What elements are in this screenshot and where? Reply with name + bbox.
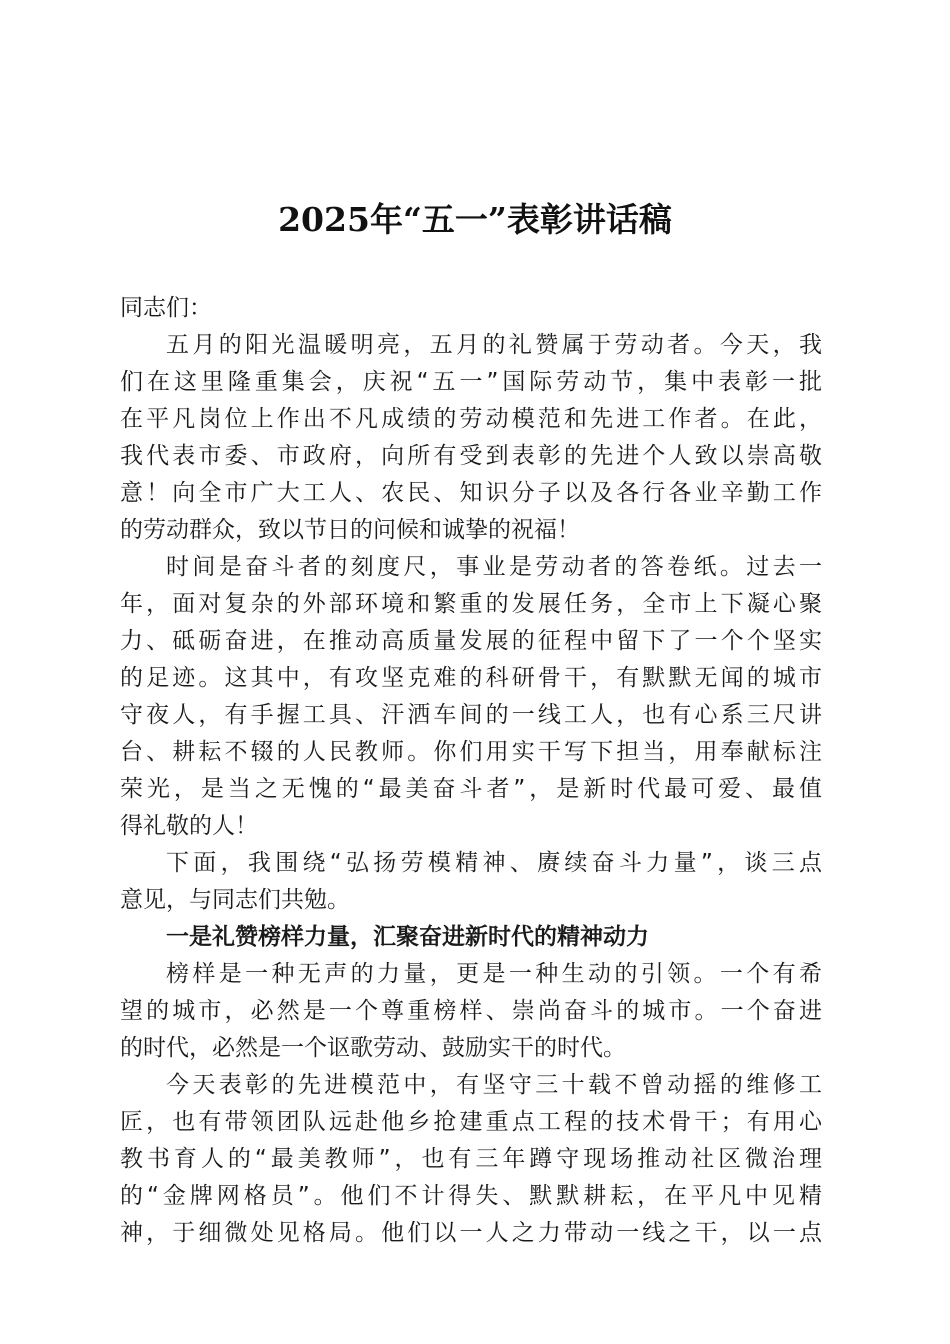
paragraph-line: 的劳动群众，致以节日的问候和诚挚的祝福！ — [120, 517, 580, 543]
paragraph-line: 我代表市委、市政府，向所有受到表彰的先进个人致以崇高敬 — [120, 443, 822, 469]
salutation: 同志们： — [120, 295, 212, 321]
section-heading: 一是礼赞榜样力量，汇聚奋进新时代的精神动力 — [166, 924, 649, 950]
document-body — [120, 290, 822, 1252]
paragraph-line: 意！向全市广大工人、农民、知识分子以及各行各业辛勤工作 — [120, 480, 822, 506]
paragraph-line: 神，于细微处见格局。他们以一人之力带动一线之干，以一点 — [120, 1220, 822, 1246]
paragraph-line: 年，面对复杂的外部环境和繁重的发展任务，全市上下凝心聚 — [120, 591, 822, 617]
paragraph-line: 在平凡岗位上作出不凡成绩的劳动模范和先进工作者。在此， — [120, 406, 822, 432]
paragraph-line: 榜样是一种无声的力量，更是一种生动的引领。一个有希 — [166, 961, 822, 987]
paragraph-line: 得礼敬的人！ — [120, 813, 258, 839]
paragraph-line: 的足迹。这其中，有攻坚克难的科研骨干，有默默无闻的城市 — [120, 665, 822, 691]
paragraph-line: 的“金牌网格员”。他们不计得失、默默耕耘，在平凡中见精 — [120, 1183, 822, 1209]
paragraph-line: 五月的阳光温暖明亮，五月的礼赞属于劳动者。今天，我 — [166, 332, 822, 358]
paragraph-line: 荣光，是当之无愧的“最美奋斗者”，是新时代最可爱、最值 — [120, 776, 822, 802]
document-title: 2025年“五一”表彰讲话稿 — [278, 200, 672, 239]
paragraph-line: 的时代，必然是一个讴歌劳动、鼓励实干的时代。 — [120, 1035, 626, 1061]
paragraph-line: 匠，也有带领团队远赴他乡抢建重点工程的技术骨干；有用心 — [120, 1109, 822, 1135]
paragraph-line: 们在这里隆重集会，庆祝“五一”国际劳动节，集中表彰一批 — [120, 369, 822, 395]
body-lines — [120, 327, 822, 1252]
paragraph-line: 意见，与同志们共勉。 — [120, 887, 350, 913]
paragraph-line: 时间是奋斗者的刻度尺，事业是劳动者的答卷纸。过去一 — [166, 554, 822, 580]
paragraph-line: 教书育人的“最美教师”，也有三年蹲守现场推动社区微治理 — [120, 1146, 822, 1172]
paragraph-line: 望的城市，必然是一个尊重榜样、崇尚奋斗的城市。一个奋进 — [120, 998, 822, 1024]
paragraph-line: 下面，我围绕“弘扬劳模精神、赓续奋斗力量”，谈三点 — [166, 850, 822, 876]
paragraph-line: 力、砥砺奋进，在推动高质量发展的征程中留下了一个个坚实 — [120, 628, 822, 654]
paragraph-line: 守夜人，有手握工具、汗洒车间的一线工人，也有心系三尺讲 — [120, 702, 822, 728]
paragraph-line: 今天表彰的先进模范中，有坚守三十载不曾动摇的维修工 — [166, 1072, 822, 1098]
paragraph-line: 台、耕耘不辍的人民教师。你们用实干写下担当，用奉献标注 — [120, 739, 822, 765]
